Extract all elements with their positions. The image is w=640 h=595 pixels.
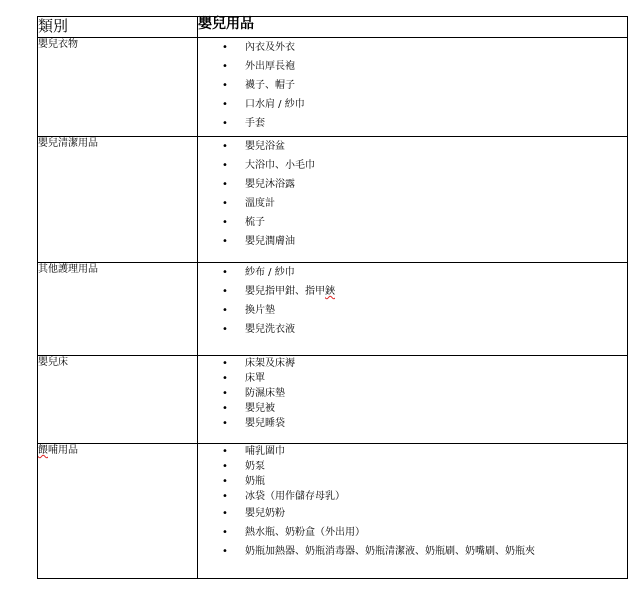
list-item: • 嬰兒睡袋 (198, 416, 627, 431)
list-item: • 口水肩 / 紗巾 (198, 95, 627, 114)
list-item: • 奶泵 (198, 459, 627, 474)
table-row (38, 137, 628, 263)
list-item: • 嬰兒浴盆 (198, 137, 627, 156)
header-baby-supplies: 嬰兒用品 (198, 17, 628, 38)
list-item: • 嬰兒被 (198, 401, 627, 416)
list-item: • 紗布 / 紗巾 (198, 263, 627, 282)
item-list (198, 38, 627, 133)
list-item: • 冰袋（用作儲存母乳） (198, 489, 627, 504)
list-item: • 防濕床墊 (198, 386, 627, 401)
item-list (198, 356, 627, 431)
table-row (38, 444, 628, 579)
items-cell (198, 38, 628, 137)
category-cell: 嬰兒床 (38, 356, 198, 444)
list-item: • 換片墊 (198, 301, 627, 320)
baby-supplies-table (37, 16, 628, 579)
list-item: • 手套 (198, 114, 627, 133)
category-cell (38, 444, 198, 579)
category-cell: 嬰兒清潔用品 (38, 137, 198, 263)
list-item: • 哺乳圍巾 (198, 444, 627, 459)
items-cell (198, 263, 628, 356)
list-item: • 溫度計 (198, 194, 627, 213)
list-item (198, 282, 627, 301)
list-item: • 嬰兒沐浴露 (198, 175, 627, 194)
table-row (38, 38, 628, 137)
list-item: • 外出厚長袍 (198, 57, 627, 76)
table-row (38, 356, 628, 444)
list-item: • 梳子 (198, 213, 627, 232)
table-row (38, 263, 628, 356)
header-row (38, 17, 628, 38)
spellcheck-word: 鋏 (325, 286, 335, 297)
header-category: 類別 (38, 17, 198, 38)
list-item: • 床架及床褥 (198, 356, 627, 371)
list-item: • 襪子、帽子 (198, 76, 627, 95)
items-cell (198, 444, 628, 579)
list-item: • 嬰兒潤膚油 (198, 232, 627, 251)
items-cell (198, 356, 628, 444)
category-cell: 其他護理用品 (38, 263, 198, 356)
category-text: 哺用品 (48, 445, 78, 456)
list-item-text: 嬰兒指甲鉗、指甲 (245, 286, 325, 297)
category-cell: 嬰兒衣物 (38, 38, 198, 137)
list-item: • 熱水瓶、奶粉盒（外出用） (198, 523, 627, 542)
list-item: • 嬰兒洗衣液 (198, 320, 627, 339)
list-item: • 嬰兒奶粉 (198, 504, 627, 523)
item-list (198, 137, 627, 251)
spellcheck-word: 餵 (38, 445, 48, 456)
list-item: • 奶瓶 (198, 474, 627, 489)
item-list (198, 444, 627, 561)
list-item: • 床單 (198, 371, 627, 386)
list-item: • 大浴巾、小毛巾 (198, 156, 627, 175)
list-item: • 內衣及外衣 (198, 38, 627, 57)
items-cell (198, 137, 628, 263)
item-list (198, 263, 627, 339)
list-item: • 奶瓶加熱器、奶瓶消毒器、奶瓶清潔液、奶瓶刷、奶嘴刷、奶瓶夾 (198, 542, 627, 561)
